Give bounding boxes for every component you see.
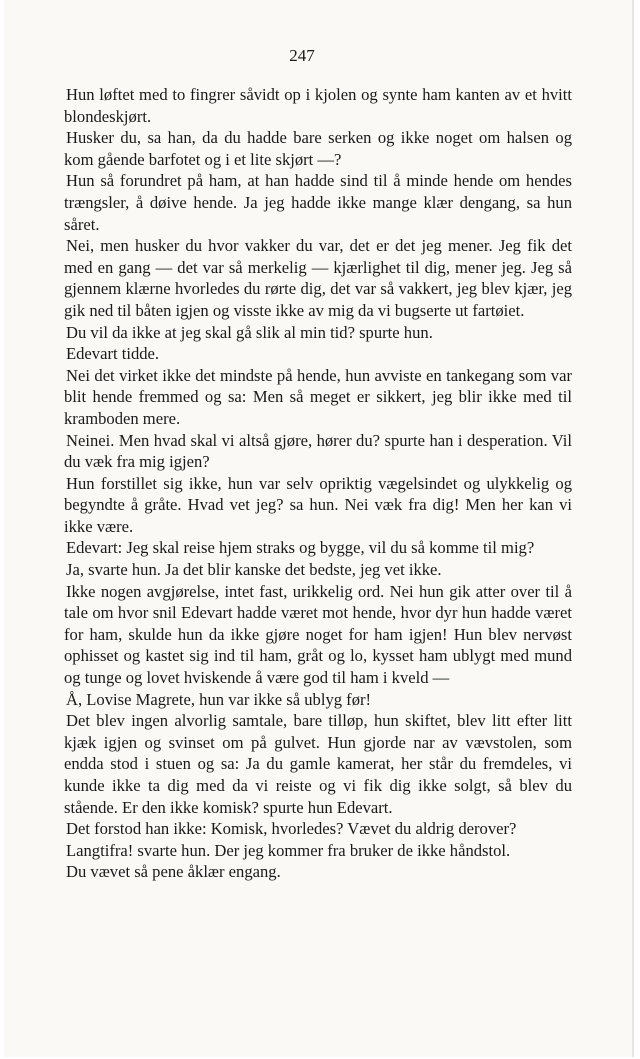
paragraph: Hun løftet med to fingrer såvidt op i kjolen og synte ham kanten av et hvitt blondeskjørt. (64, 85, 572, 126)
paragraph: Å, Lovise Magrete, hun var ikke så ublyg før! (66, 689, 372, 709)
paragraph: Langtifra! svarte hun. Der jeg kommer fra bruker de ikke håndstol. (66, 840, 511, 860)
paragraph: Husker du, sa han, da du hadde bare serken og ikke noget om halsen og kom gående barfotet og i et lite skjørt —? (64, 128, 572, 169)
paragraph: Du vil da ikke at jeg skal gå slik al min tid? spurte hun. (66, 322, 433, 342)
paragraph: Ja, svarte hun. Ja det blir kanske det bedste, jeg vet ikke. (66, 560, 442, 580)
book-page (4, 0, 634, 1057)
paragraph: Ikke nogen avgjørelse, intet fast, urikkelig ord. Nei hun gik atter over til å tale om hvor snil Edevart hadde været mot hende, hvor dyr hun hadde været for ham, skulde hun da ikke gjøre noget for ham igjen! Hun blev nervøst ophisset og kastet sig ind til ham, gråt og lo, kysset ham ublygt med mund og tunge og lovet hviskende å være god til ham i kveld — (64, 581, 572, 688)
paragraph: Edevart tidde. (66, 344, 160, 364)
paragraph: Edevart: Jeg skal reise hjem straks og bygge, vil du så komme til mig? (66, 538, 535, 558)
paragraph: Hun forstillet sig ikke, hun var selv opriktig vægelsindet og ulykkelig og begyndte å gråte. Hvad vet jeg? sa hun. Nei væk fra dig! Men her kan vi ikke være. (64, 473, 572, 536)
paragraph: Nei, men husker du hvor vakker du var, det er det jeg mener. Jeg fik det med en gang — det var så merkelig — kjærlighet til dig, mener jeg. Jeg så gjennem klærne hvorledes du rørte dig, det var så vakkert, jeg blev kjær, jeg gik ned til båten igjen og visste ikke av mig da vi bugserte ut fartøiet. (64, 236, 572, 320)
paragraph: Nei det virket ikke det mindste på hende, hun avviste en tankegang som var blit hende fremmed og sa: Men så meget er sikkert, jeg blir ikke med til kramboden mere. (64, 365, 572, 428)
paragraph: Det blev ingen alvorlig samtale, bare tilløp, hun skiftet, blev litt efter litt kjæk igjen og svinset om på gulvet. Hun gjorde nar av vævstolen, som endda stod i stuen og sa: Ja du gamle kamerat, her står du fremdeles, vi kunde ikke ta dig med da vi reiste og vi fik dig ikke solgt, så blev du stående. Er den ikke komisk? spurte hun Edevart. (64, 711, 572, 817)
page-text (64, 84, 572, 883)
paragraph: Det forstod han ikke: Komisk, hvorledes? Vævet du aldrig derover? (66, 819, 517, 839)
paragraph: Neinei. Men hvad skal vi altså gjøre, hører du? spurte han i desperation. Vil du væk fra mig igjen? (64, 430, 572, 472)
paragraph: Du vævet så pene åklær engang. (66, 862, 281, 882)
paragraph: Hun så forundret på ham, at han hadde sind til å minde hende om hendes trængsler, å døive hende. Ja jeg hadde ikke mange klær dengang, sa hun såret. (64, 171, 572, 234)
page-number: 247 (289, 46, 315, 65)
